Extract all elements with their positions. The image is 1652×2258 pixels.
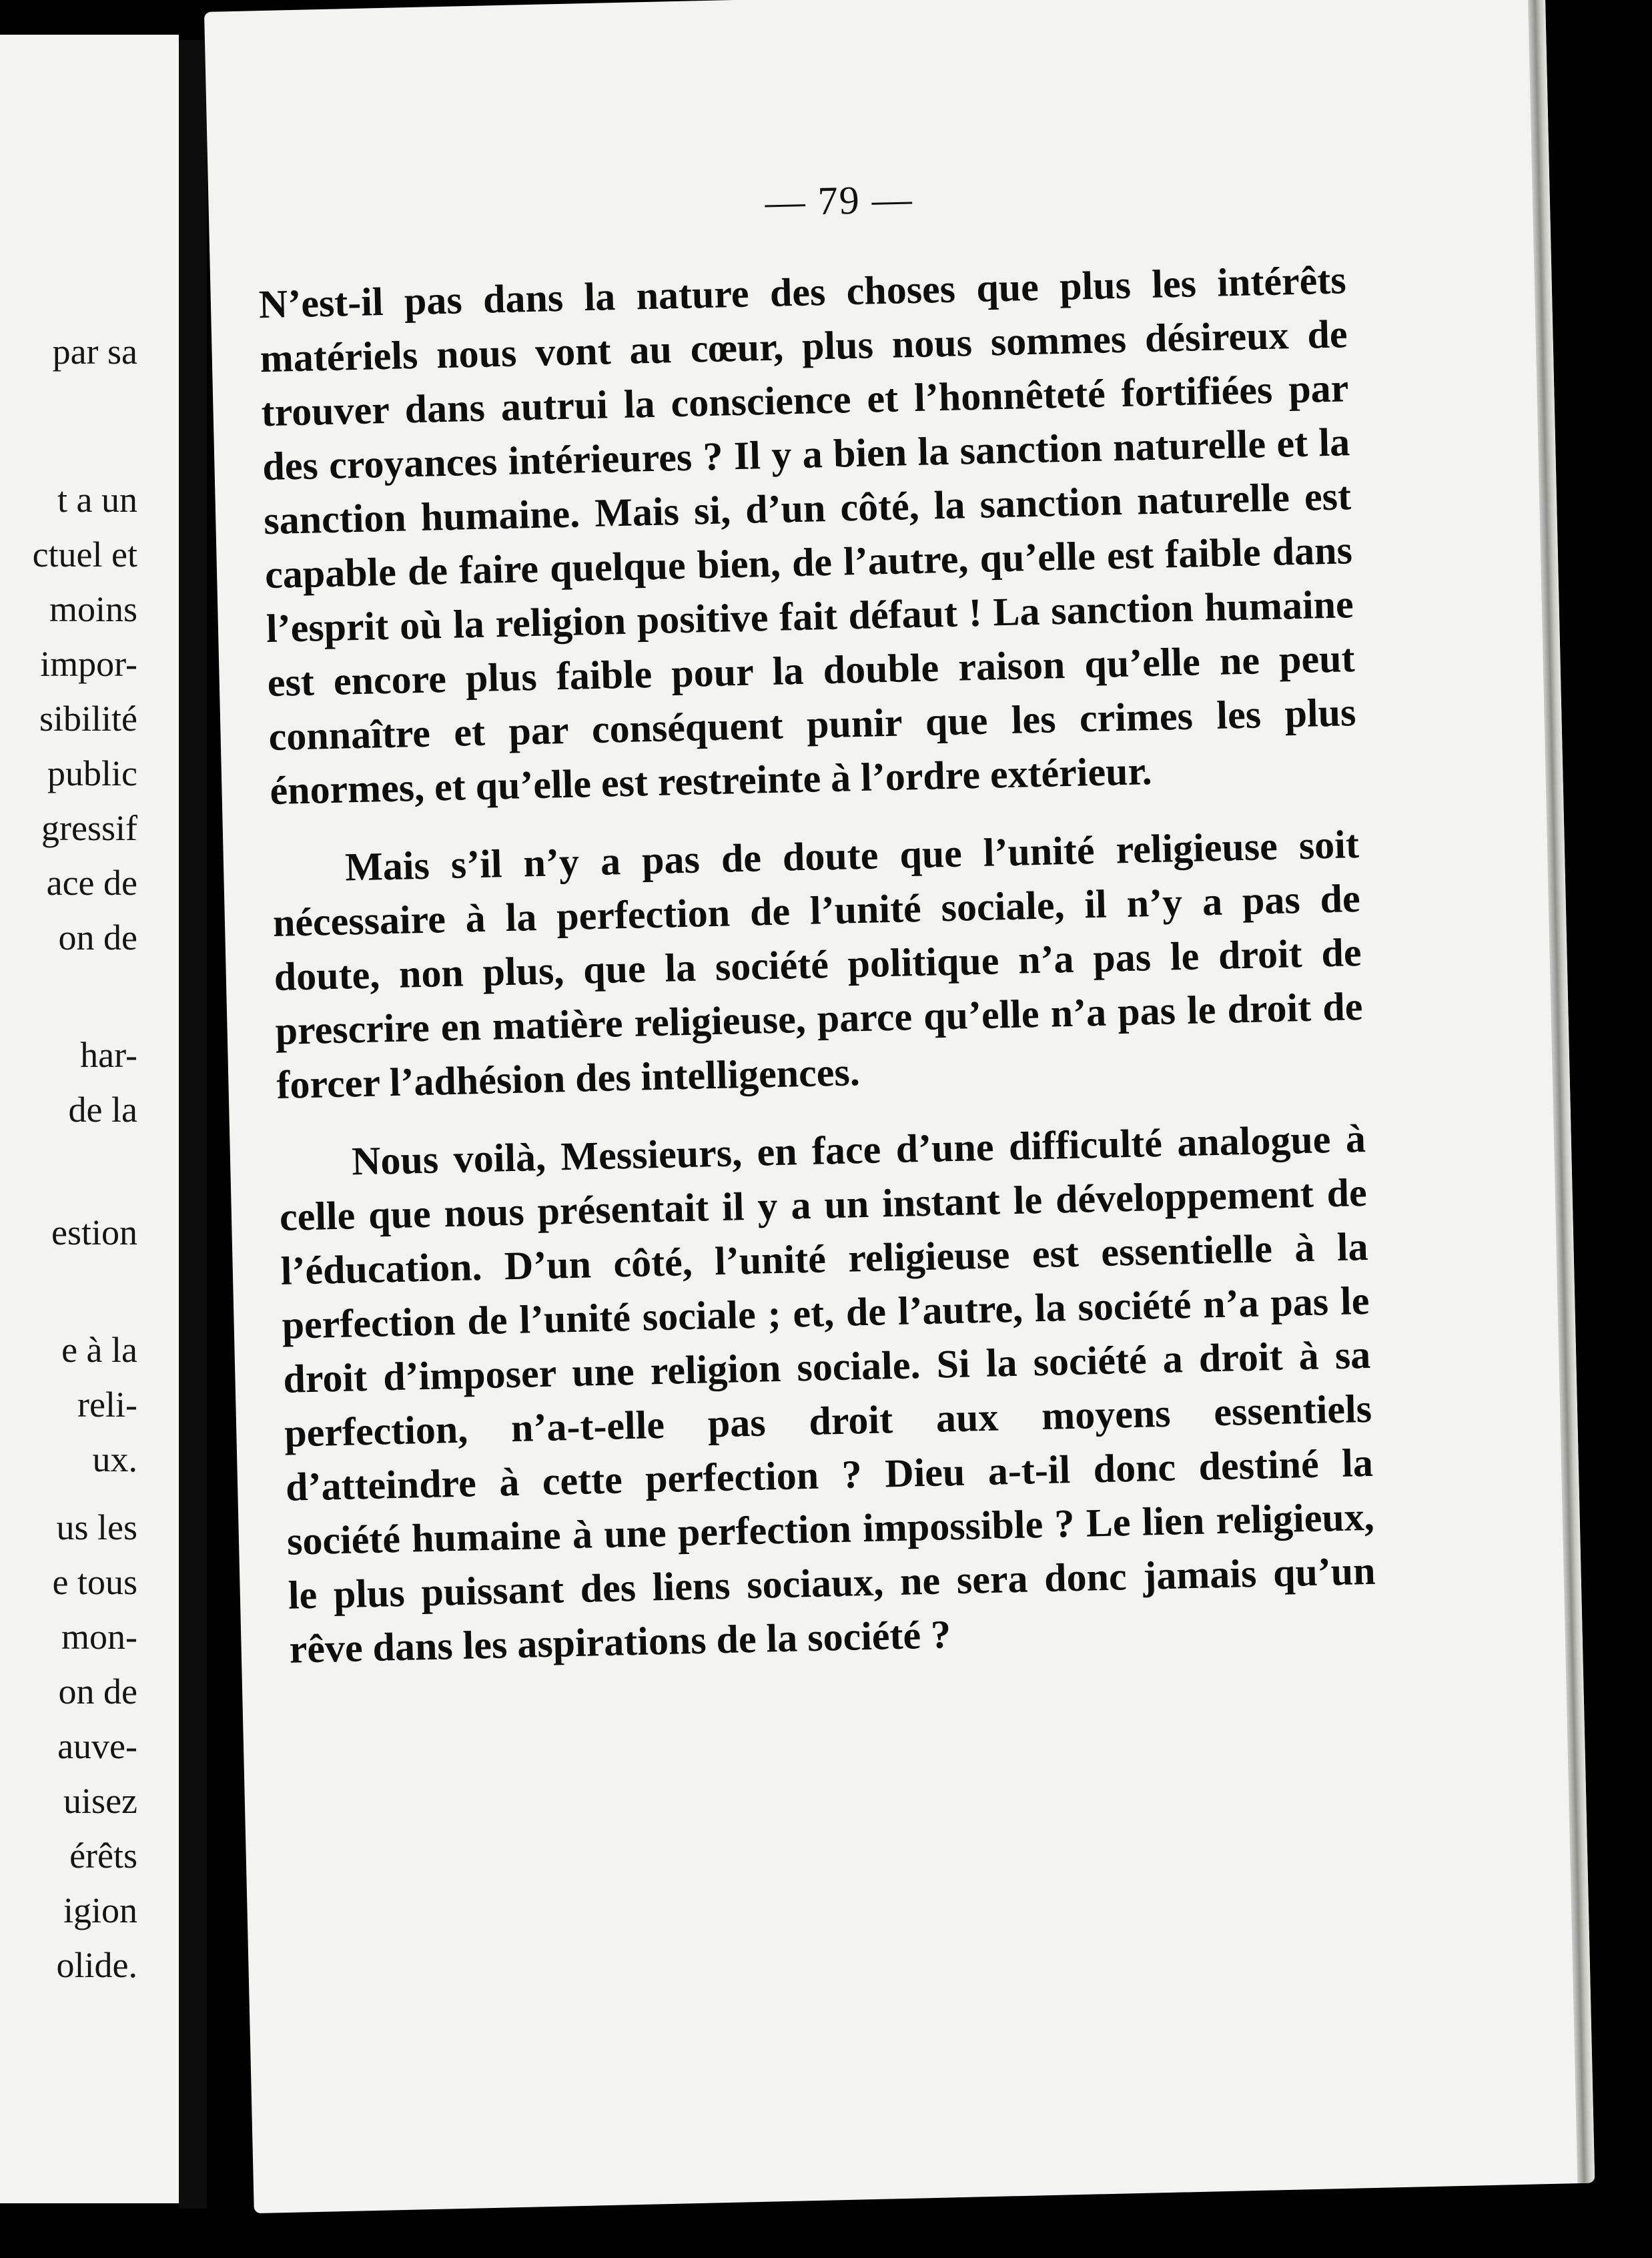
left-line: estion: [51, 1212, 137, 1252]
left-line: uisez: [63, 1781, 137, 1821]
left-line: érêts: [69, 1836, 137, 1876]
left-page: [0, 35, 179, 2203]
left-line: ux.: [92, 1439, 137, 1479]
left-line: e tous: [52, 1562, 137, 1602]
left-line: e à la: [61, 1330, 137, 1370]
left-line: ace de: [46, 863, 137, 903]
left-line: auve-: [57, 1726, 137, 1766]
left-line: reli-: [77, 1385, 137, 1425]
left-line: t a un: [57, 480, 137, 520]
left-line: har-: [80, 1035, 137, 1075]
right-page: [204, 0, 1595, 2213]
left-line: igion: [63, 1890, 137, 1930]
left-line: us les: [56, 1507, 137, 1547]
left-line: ctuel et: [32, 534, 137, 575]
paragraph: N’est-il pas dans la nature des choses que plus les intérêts matériels nous vont au cœur, plus nous sommes désireux de trouver dans autrui la conscience et l’honnêteté fortifiées par des croyances intérieures ? Il y a bien la sanction naturelle et la sanction humaine. Mais si, d’un côté, la sanction naturelle est capable de faire quelque bien, de l’autre, qu’elle est faible dans l’esprit où la religion positive fait défaut ! La sanction humaine est encore plus faible pour la double raison qu’elle ne peut connaître et par conséquent punir que les crimes les plus énormes, et qu’elle est restreinte à l’ordre extérieur.: [258, 258, 1356, 813]
left-line: de la: [68, 1090, 137, 1130]
left-line: mon-: [61, 1617, 137, 1657]
left-line: sibilité: [39, 699, 137, 739]
paragraph: Mais s’il n’y a pas de doute que l’unité religieuse soit nécessaire à la perfection de l’unité sociale, il n’y a pas de doute, non plus, que la société politique n’a pas le droit de prescrire en matière religieuse, parce qu’elle n’a pas le droit de forcer l’adhésion des intelligences.: [272, 822, 1363, 1107]
page-edge: [1527, 0, 1595, 2183]
left-line: on de: [58, 1671, 137, 1712]
left-line: public: [47, 753, 137, 793]
paragraph: Nous voilà, Messieurs, en face d’une difficulté analogue à celle que nous présentait il y a un instant le développement de l’éducation. D’un côté, l’unité religieuse est essentielle à la perfection de l’unité sociale ; et, de l’autre, la société n’a pas le droit d’imposer une religion sociale. Si la société a droit à sa perfection, n’a-t-elle pas droit aux moyens essentiels d’atteindre à cette perfection ? Dieu a-t-il donc destiné la société humaine à une perfection impossible ? Le lien religieux, le plus puissant des liens sociaux, ne sera donc jamais qu’un rêve dans les aspirations de la société ?: [279, 1116, 1376, 1671]
left-line: on de: [58, 917, 137, 958]
left-line: olide.: [56, 1945, 137, 1985]
body-text: [258, 253, 1377, 1676]
left-line: par sa: [52, 332, 137, 372]
left-line: gressif: [41, 808, 137, 848]
page-number: — 79 —: [764, 176, 914, 224]
left-line: moins: [49, 589, 137, 629]
left-line: impor-: [40, 644, 137, 684]
book-spine: [179, 40, 207, 2209]
